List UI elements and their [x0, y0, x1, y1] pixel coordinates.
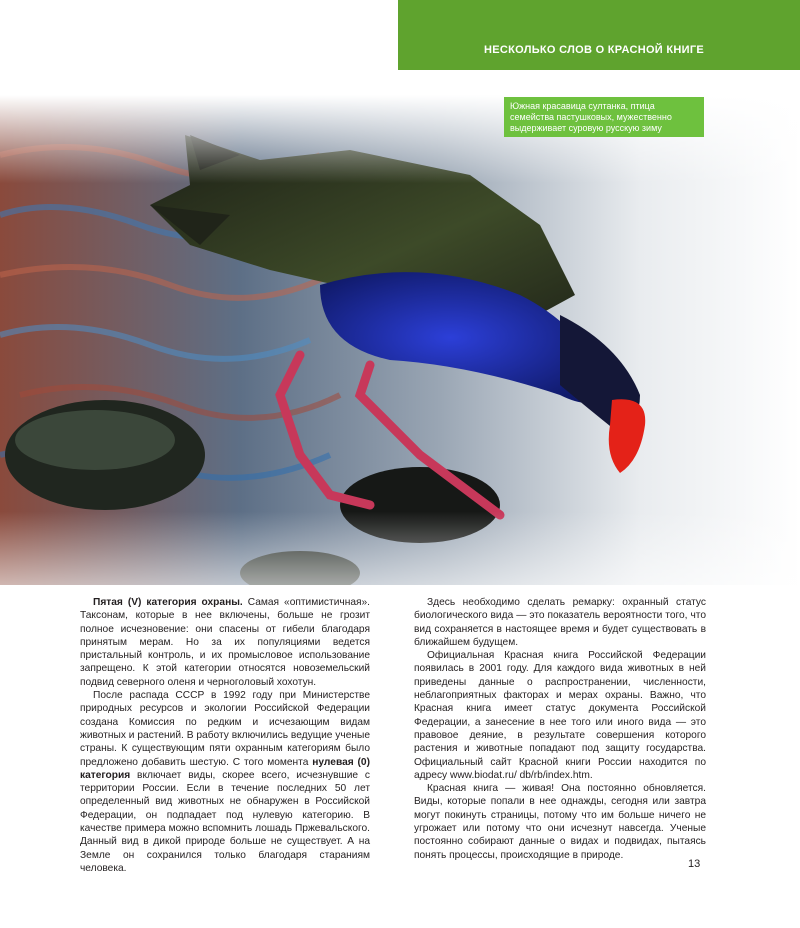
right-column — [414, 596, 706, 862]
paragraph: Красная книга — живая! Она постоянно обновляется. Виды, которые попали в нее однажды, сегодня или завтра могут покинуть страницы, потому что им больше ничего не угрожает или потому что они исчезнут навсегда. Ученые постоянно собирают данные о видах и подвидах, пытаясь понять процессы, происходящие в природе. — [414, 783, 706, 861]
paragraph-text: После распада СССР в 1992 году при Министерстве природных ресурсов и экологии Российской Федерации создана Комиссия по редким и исчезающим видам животных и растений. В работу включились ведущие ученые страны. К существующим пяти охранным категориям было предложено добавить шестую. С того момента — [80, 690, 370, 768]
paragraph: Официальная Красная книга Российской Федерации появилась в 2001 году. Для каждого вида животных в ней приведены данные о распространении, численности, неблагоприятных факторах и мерах охраны. Важно, что Красная книга имеет статус документа Российской Федерации, а занесение в нее того или иного вида — это правовое деяние, в результате совершения которого растения и животные попадают под защиту государства. Официальный сайт Красной книги России находится по адресу www.biodat.ru/ db/rb/index.htm. — [414, 650, 706, 781]
category-term: нулевая (0) категория — [80, 756, 370, 781]
paragraph — [80, 689, 370, 875]
category-heading: Пятая (V) категория охраны. — [93, 597, 243, 608]
left-column — [80, 596, 370, 875]
paragraph-text: Самая «оптимистичная». Таксонам, которые в нее включены, больше не грозит полное исчезновение: они спасены от гибели благодаря принятым мерам. Но за их популяциями ведется пристальный контроль, и их промысловое использование запрещено. К этой категории относятся новоземельский подвид северного оленя и черноголовый хохотун. — [80, 597, 370, 688]
paragraph — [80, 596, 370, 689]
bird-photo — [0, 95, 800, 585]
photo-caption: Южная красавица султанка, птица семейства пастушковых, мужественно выдерживает суровую русскую зиму — [504, 97, 704, 137]
page-number: 13 — [688, 858, 701, 870]
page-title: НЕСКОЛЬКО СЛОВ О КРАСНОЙ КНИГЕ — [483, 44, 704, 56]
paragraph-text: включает виды, скорее всего, исчезнувшие с территории России. Если в течение последних 50 лет определенный вид животных не обнаружен в Российской Федерации, он подпадает под нулевую категорию. В качестве примера можно вспомнить лошадь Пржевальского. Данный вид в дикой природе больше не существует. А на Земле он сохранился только благодаря стараниям человека. — [80, 769, 370, 874]
header-band — [398, 0, 800, 70]
paragraph: Здесь необходимо сделать ремарку: охранный статус биологического вида — это показатель вероятности того, что вид сохраняется в настоящее время и будет существовать в ближайшем будущем. — [414, 597, 706, 648]
